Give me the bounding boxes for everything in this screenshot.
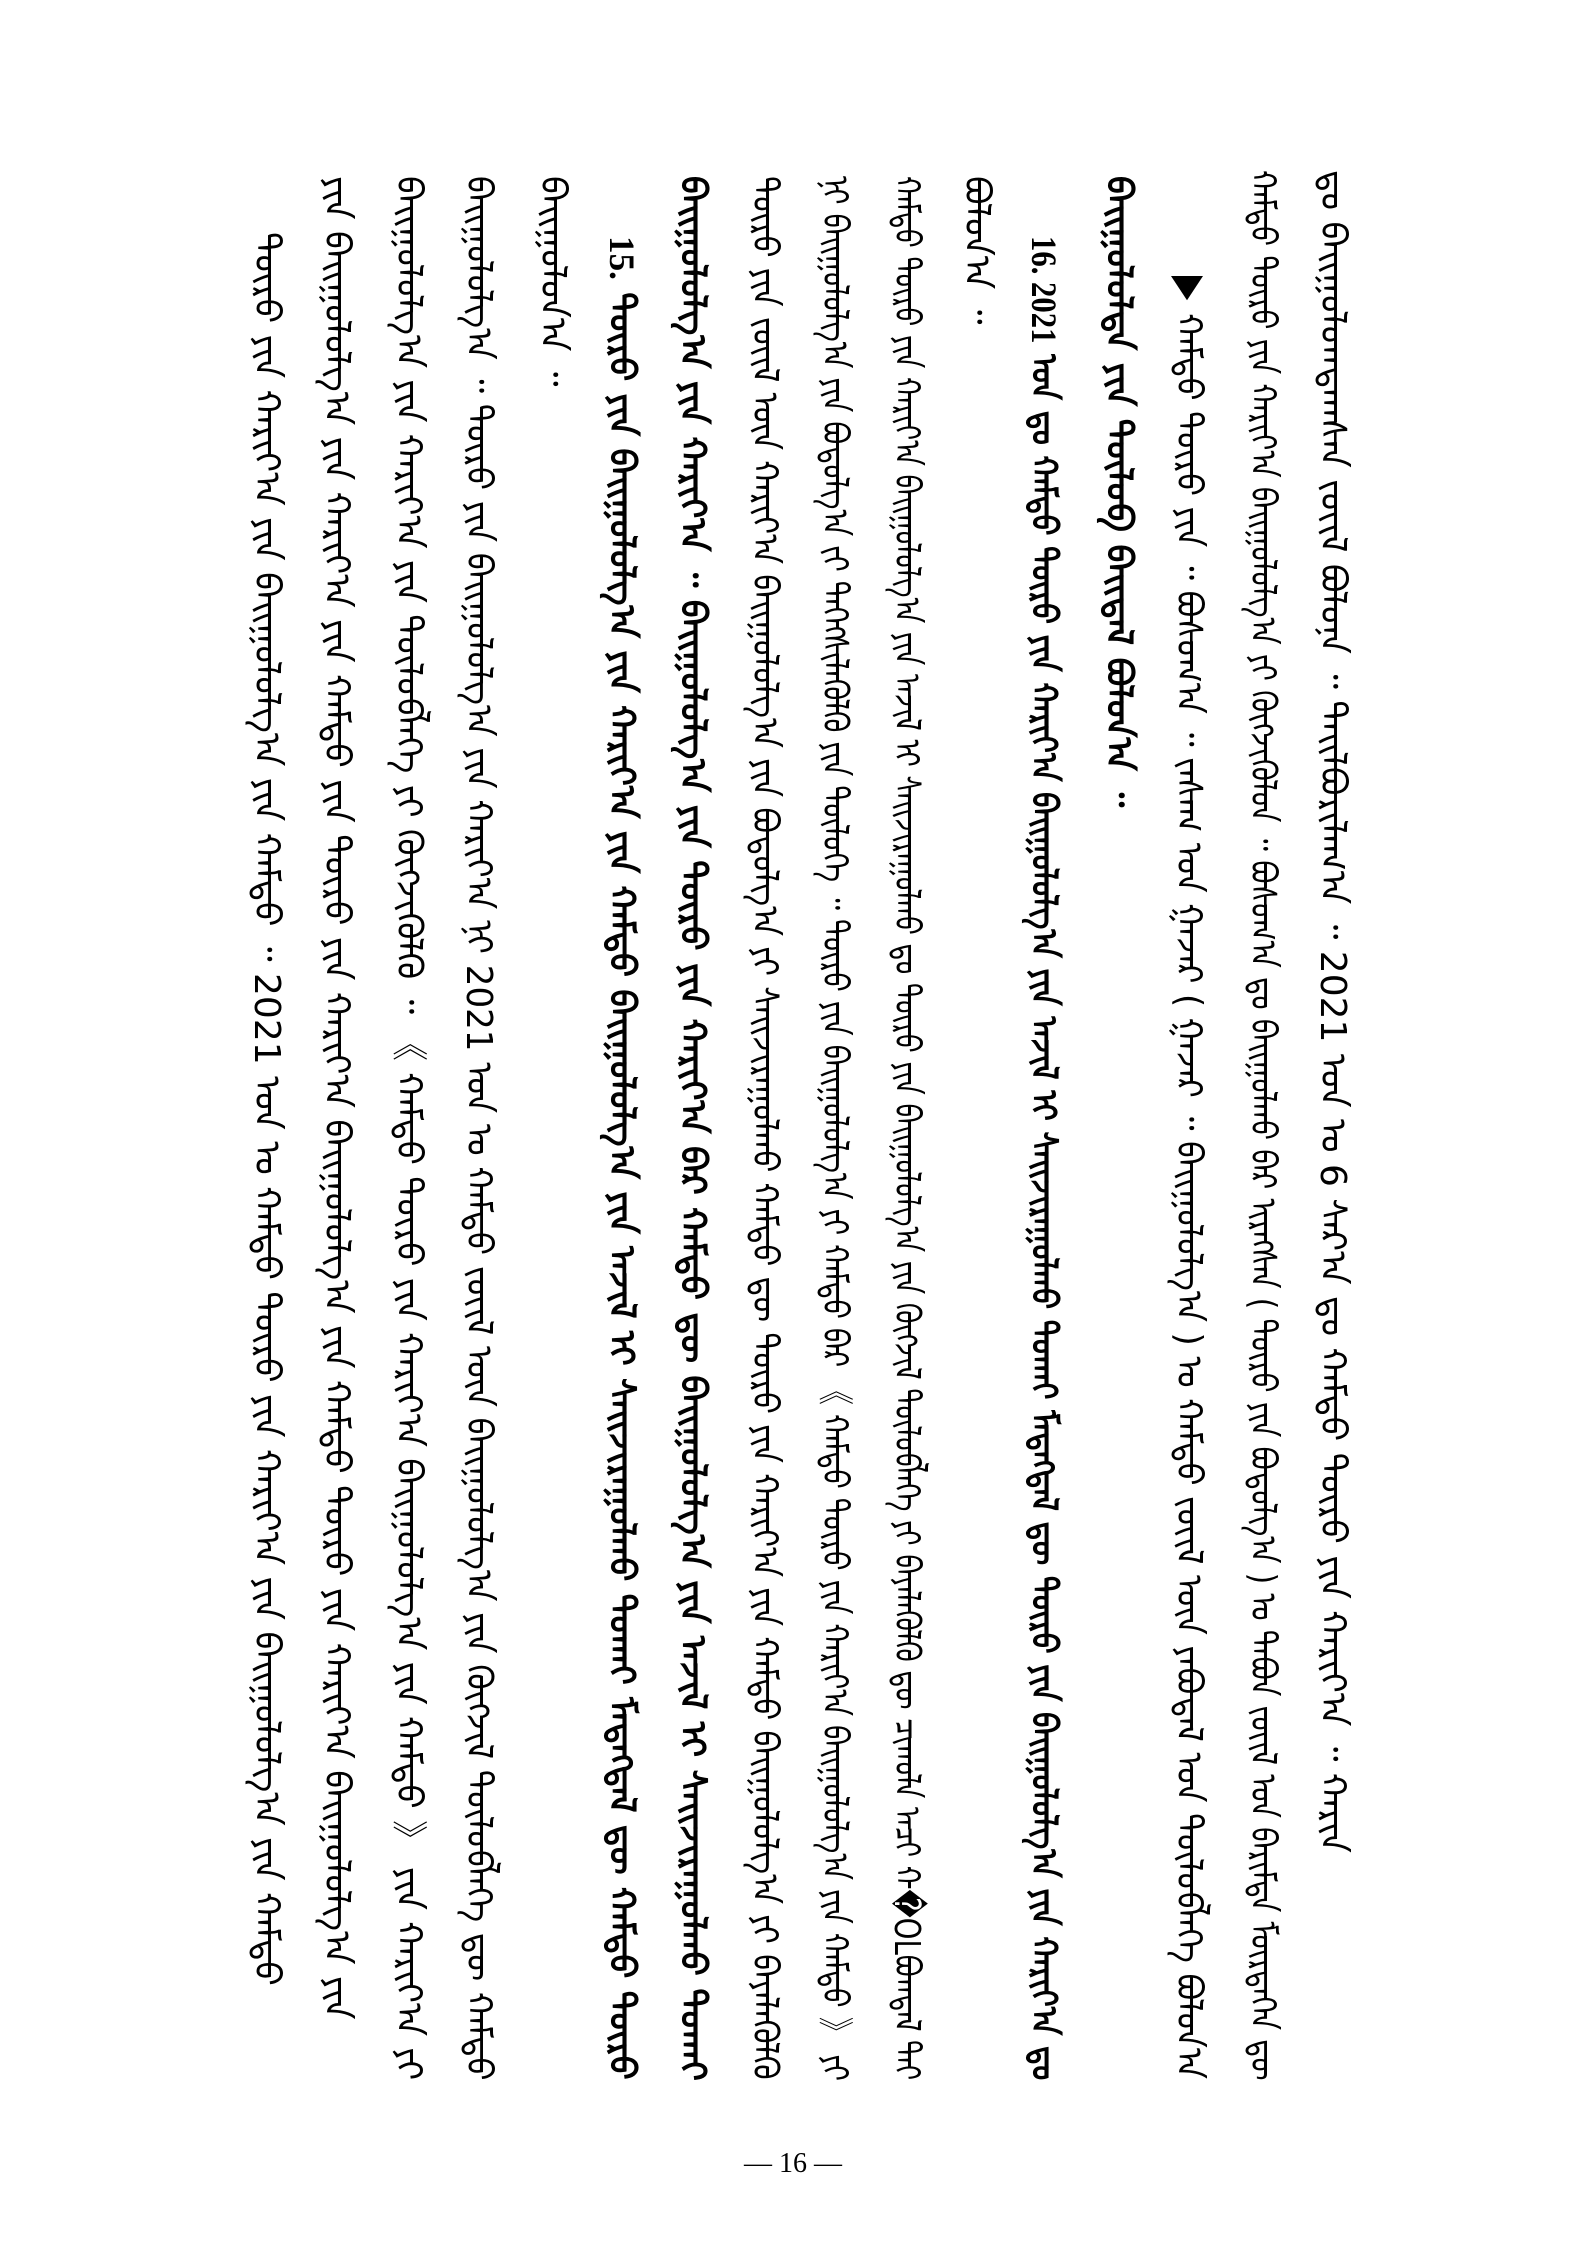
text-column bbox=[388, 0, 429, 2081]
paragraph-line: ᠨᠢ ᠪᠠᠢᠭᠤᠯᠤᠯᠭ᠎ᠠ ᠶᠢᠨ ᠪᠣᠳᠣᠯᠭ᠎ᠠ ᠵᠢ ᠳᠡᠭᠡᠭᠰᠢᠯᠡᠭᠦᠯᠬᠦ ᠶᠢᠨ ᠲᠥᠯᠦᠭᠡ ᠃ ᠲᠥᠷᠥ ᠶᠢᠨ ᠪᠠᠢᠭᠤᠯᠤᠯᠭ᠎ᠠ ᠶᠢ ᠬᠠᠮᠲᠤ ᠪᠠᠷ 《 ᠬᠠᠮᠲᠤ ᠲᠥᠷᠥ ᠶᠢᠨ ᠬᠠᠷᠢᠶ᠎ᠠ ᠪᠠᠢᠭᠤᠯᠤᠯᠭ᠎ᠠ ᠶᠢᠨ ᠬᠠᠮᠲᠤ 》 ᠶᠢ bbox=[814, 176, 855, 2081]
section-heading-16 bbox=[1023, 236, 1064, 2080]
paragraph-line: ᠪᠣᠯᠤᠨ᠎ᠠ ᠃ bbox=[956, 176, 997, 325]
section-title: ᠲᠥᠷᠥ ᠶᠢᠨ ᠪᠠᠢᠭᠤᠯᠤᠯᠭ᠎ᠠ ᠶᠢᠨ ᠬᠠᠷᠢᠶ᠎ᠠ ᠶᠢᠨ ᠬᠠᠮᠲᠤ ᠪᠠᠢᠭᠤᠯᠤᠯᠭ᠎ᠠ ᠶᠢᠨ ᠠᠵᠢᠯ ᠢ ᠰᠠᠢᠵᠢᠷᠠᠭᠤᠯᠬᠤ ᠲᠤᠬᠠᠢ ᠮᠡᠳᠡᠭᠳᠡᠯ ᠳᠦ ᠬᠠᠮᠲᠤ ᠲᠥᠷᠥ bbox=[601, 292, 642, 2080]
triangle-bullet-icon bbox=[1171, 276, 1203, 300]
text-column bbox=[956, 0, 997, 325]
text-column bbox=[532, 0, 573, 387]
paragraph-line: ᠪᠠᠢᠭᠤᠯᠤᠨ᠎ᠠ ᠃ bbox=[532, 176, 573, 387]
text-column bbox=[246, 0, 287, 1986]
paragraph-line: ᠪᠠᠢᠭᠤᠯᠤᠯᠭ᠎ᠠ ᠃ ᠲᠥᠷᠥ ᠶᠢᠨ ᠪᠠᠢᠭᠤᠯᠤᠯᠭ᠎ᠠ ᠶᠢᠨ ᠬᠠᠷᠢᠶ᠎ᠠ ᠨᠢ 2021 ᠣᠨ ᠤ ᠬᠠᠮᠲᠤ ᠵᠦᠢᠯ ᠦᠨ ᠪᠠᠢᠭᠤᠯᠤᠯᠭ᠎ᠠ ᠶᠢᠨ ᠬᠥᠭᠵᠢᠯ ᠲᠥᠯᠦᠪᠯᠡᠭᠡ ᠳᠦ ᠬᠠᠮᠲᠤ bbox=[458, 176, 499, 2081]
text-column bbox=[1023, 0, 1064, 2081]
text-column bbox=[316, 0, 357, 2020]
paragraph-line: ᠪᠠᠢᠭᠤᠯᠤᠯᠭ᠎ᠠ ᠶᠢᠨ ᠬᠠᠷᠢᠶ᠎ᠠ ᠶᠢᠨ ᠲᠥᠯᠦᠪᠯᠡᠭᠡ ᠶᠢ ᠬᠥᠭᠵᠢᠭᠦᠯᠬᠦ ᠃ 《 ᠬᠠᠮᠲᠤ ᠲᠥᠷᠥ ᠶᠢᠨ ᠬᠠᠷᠢᠶ᠎ᠠ ᠪᠠᠢᠭᠤᠯᠤᠯᠭ᠎ᠠ ᠶᠢᠨ ᠬᠠᠮᠲᠤ 》 ᠶᠢᠨ ᠬᠠᠷᠢᠶ᠎ᠠ ᠶᠢ bbox=[388, 176, 429, 2081]
paragraph-line: ᠲᠥᠷᠥ ᠶᠢᠨ ᠬᠠᠷᠢᠶ᠎ᠠ ᠶᠢᠨ ᠪᠠᠢᠭᠤᠯᠤᠯᠭ᠎ᠠ ᠶᠢᠨ ᠬᠠᠮᠲᠤ ᠃ 2021 ᠣᠨ ᠤ ᠬᠠᠮᠲᠤ ᠲᠥᠷᠥ ᠶᠢᠨ ᠬᠠᠷᠢᠶ᠎ᠠ ᠶᠢᠨ ᠪᠠᠢᠭᠤᠯᠤᠯᠭ᠎ᠠ ᠶᠢᠨ ᠬᠠᠮᠲᠤ bbox=[246, 232, 287, 1986]
section-number: 16. 2021 bbox=[1024, 236, 1064, 344]
paragraph-line: ᠲᠥᠷᠥ ᠶᠢᠨ ᠵᠦᠢᠯ ᠦᠨ ᠬᠠᠷᠢᠶ᠎ᠠ ᠪᠠᠢᠭᠤᠯᠤᠯᠭ᠎ᠠ ᠶᠢᠨ ᠪᠣᠳᠣᠯᠭ᠎ᠠ ᠶᠢ ᠰᠠᠢᠵᠢᠷᠠᠭᠤᠯᠬᠤ ᠬᠠᠮᠲᠤ ᠳᠦ ᠲᠥᠷᠥ ᠶᠢᠨ ᠬᠠᠷᠢᠶ᠎ᠠ ᠶᠢᠨ ᠬᠠᠮᠲᠤ ᠪᠠᠢᠭᠤᠯᠤᠯᠭ᠎ᠠ ᠶᠢ ᠪᠡᠶᠡᠯᠡᠭᠦᠯᠬᠦ bbox=[744, 176, 785, 2080]
heading-line: ᠪᠠᠢᠭᠤᠯᠤᠯᠲᠠ ᠶᠢᠨ ᠲᠥᠯᠦᠪ ᠪᠠᠢᠳᠠᠯ ᠪᠣᠯᠤᠨ᠎ᠠ ᠃ bbox=[1098, 176, 1139, 808]
text-column bbox=[672, 0, 713, 2081]
text-column bbox=[1242, 0, 1283, 2081]
text-column bbox=[1098, 0, 1139, 808]
bullet-text: ᠬᠠᠮᠲᠤ ᠲᠥᠷᠥ ᠶᠢᠨ ᠃ ᠪᠣᠰᠣᠭ᠎ᠠ ᠃ ᠵᠠᠰᠠᠭ ᠤᠨ ᠭᠠᠵᠠᠷ ( ᠭᠠᠵᠠᠷ ᠃ ᠪᠠᠢᠭᠤᠯᠤᠯᠭ᠎ᠠ ) ᠤ ᠬᠠᠮᠲᠤ ᠵᠦᠢᠯ ᠦᠨ ᠶᠠᠪᠤᠳᠠᠯ ᠤᠨ ᠲᠥᠯᠦᠪᠯᠡᠭᠡ ᠪᠣᠯᠤᠨ᠎ᠠ bbox=[1168, 313, 1209, 2079]
paragraph-line: ᠬᠠᠮᠲᠤ ᠲᠥᠷᠥ ᠶᠢᠨ ᠬᠠᠷᠢᠶ᠎ᠠ ᠪᠠᠢᠭᠤᠯᠤᠯᠭ᠎ᠠ ᠶᠢ ᠬᠥᠭᠵᠢᠭᠦᠯᠦᠨ ᠃ ᠪᠣᠰᠣᠭ᠎ᠠ ᠳᠤ ᠪᠠᠢᠭᠤᠯᠬᠤ ᠪᠠᠷ ᠢᠷᠡᠭᠰᠡᠨ ( ᠲᠥᠷᠥ ᠶᠢᠨ ᠪᠣᠳᠣᠯᠭ᠎ᠠ ) ᠤ ᠲᠠᠪᠤᠨ ᠵᠦᠢᠯ ᠤᠨ ᠪᠠᠷᠢᠮᠲᠠ ᠮᠥᠷᠲᠡᠭᠡᠨ ᠳᠦ bbox=[1242, 170, 1283, 2081]
section-number: 15. bbox=[602, 236, 642, 280]
heading-line: ᠪᠠᠢᠭᠤᠯᠤᠯᠭ᠎ᠠ ᠶᠢᠨ ᠬᠠᠷᠢᠶ᠎ᠠ ᠃ ᠪᠠᠢᠭᠤᠯᠤᠯᠭ᠎ᠠ ᠶᠢᠨ ᠲᠥᠷᠥ ᠶᠢᠨ ᠬᠠᠷᠢᠶ᠎ᠠ ᠪᠠᠷ ᠬᠠᠮᠲᠤ ᠳᠦ ᠪᠠᠢᠭᠤᠯᠤᠯᠭ᠎ᠠ ᠶᠢᠨ ᠠᠵᠢᠯ ᠢ ᠰᠠᠢᠵᠢᠷᠠᠭᠤᠯᠬᠤ ᠲᠤᠬᠠᠢ bbox=[672, 176, 713, 2081]
bullet-line bbox=[1168, 276, 1208, 2079]
text-column bbox=[744, 0, 785, 2080]
text-column bbox=[601, 0, 642, 2080]
paragraph-line: ᠳᠤ ᠪᠠᠢᠭᠤᠯᠤᠭᠳᠠᠭᠰᠠᠨ ᠵᠦᠢᠯ ᠪᠣᠯᠤᠨᠠ ᠃ ᠲᠠᠢᠯᠪᠤᠷᠢᠯᠠᠭ᠎ᠠ ᠃ 2021 ᠣᠨ ᠤ 6 ᠰᠠᠷ᠎ᠠ ᠳᠤ ᠬᠠᠮᠲᠤ ᠲᠥᠷᠥ ᠶᠢᠨ ᠬᠠᠷᠢᠶ᠎ᠠ ᠃ ᠬᠠᠷᠢᠨ bbox=[1312, 170, 1353, 1853]
text-column bbox=[1312, 0, 1353, 1853]
page-number: — 16 — bbox=[744, 2148, 842, 2179]
text-column bbox=[886, 0, 927, 2081]
section-heading-15 bbox=[601, 236, 642, 2080]
paragraph-line: ᠬᠠᠮᠲᠤ ᠲᠥᠷᠥ ᠶᠢᠨ ᠬᠠᠷᠢᠶ᠎ᠠ ᠪᠠᠢᠭᠤᠯᠤᠯᠭ᠎ᠠ ᠶᠢᠨ ᠠᠵᠢᠯ ᠢ ᠰᠠᠢᠵᠢᠷᠠᠭᠤᠯᠬᠤ ᠳᠤ ᠲᠥᠷᠥ ᠶᠢᠨ ᠪᠠᠢᠭᠤᠯᠤᠯᠭ᠎ᠠ ᠶᠢᠨ ᠬᠥᠭᠵᠢᠯ ᠲᠥᠯᠦᠪᠯᠡᠭᠡ ᠶᠢ ᠪᠡᠶᠡᠯᠡᠭᠦᠯᠬᠦ ᠳᠦ ᠴᠢᠬᠤᠯᠠ ᠠᠴᠢ ᠬ�OLᠪᠣᠭᠳᠠᠯ ᠲᠠᠢ bbox=[886, 176, 927, 2081]
text-column bbox=[458, 0, 499, 2081]
section-title: ᠣᠨ ᠳᠤ ᠬᠠᠮᠲᠤ ᠲᠥᠷᠥ ᠶᠢᠨ ᠬᠠᠷᠢᠶ᠎ᠠ ᠪᠠᠢᠭᠤᠯᠤᠯᠭ᠎ᠠ ᠶᠢᠨ ᠠᠵᠢᠯ ᠢ ᠰᠠᠢᠵᠢᠷᠠᠭᠤᠯᠬᠤ ᠲᠤᠬᠠᠢ ᠮᠡᠳᠡᠭᠳᠡᠯ ᠳᠦ ᠲᠥᠷᠥ ᠶᠢᠨ ᠪᠠᠢᠭᠤᠯᠤᠯᠭ᠎ᠠ ᠶᠢᠨ ᠬᠠᠷᠢᠶ᠎ᠠ ᠳᠤ bbox=[1023, 354, 1064, 2081]
text-column bbox=[814, 0, 855, 2081]
text-column bbox=[1168, 0, 1209, 2079]
paragraph-line: ᠶᠢᠨ ᠪᠠᠢᠭᠤᠯᠤᠯᠭ᠎ᠠ ᠶᠢᠨ ᠬᠠᠷᠢᠶ᠎ᠠ ᠶᠢᠨ ᠬᠠᠮᠲᠤ ᠶᠢᠨ ᠲᠥᠷᠥ ᠶᠢᠨ ᠬᠠᠷᠢᠶ᠎ᠠ ᠪᠠᠢᠭᠤᠯᠤᠯᠭ᠎ᠠ ᠶᠢᠨ ᠬᠠᠮᠲᠤ ᠲᠥᠷᠥ ᠶᠢᠨ ᠬᠠᠷᠢᠶ᠎ᠠ ᠪᠠᠢᠭᠤᠯᠤᠯᠭ᠎ᠠ ᠶᠢᠨ bbox=[316, 176, 357, 2020]
